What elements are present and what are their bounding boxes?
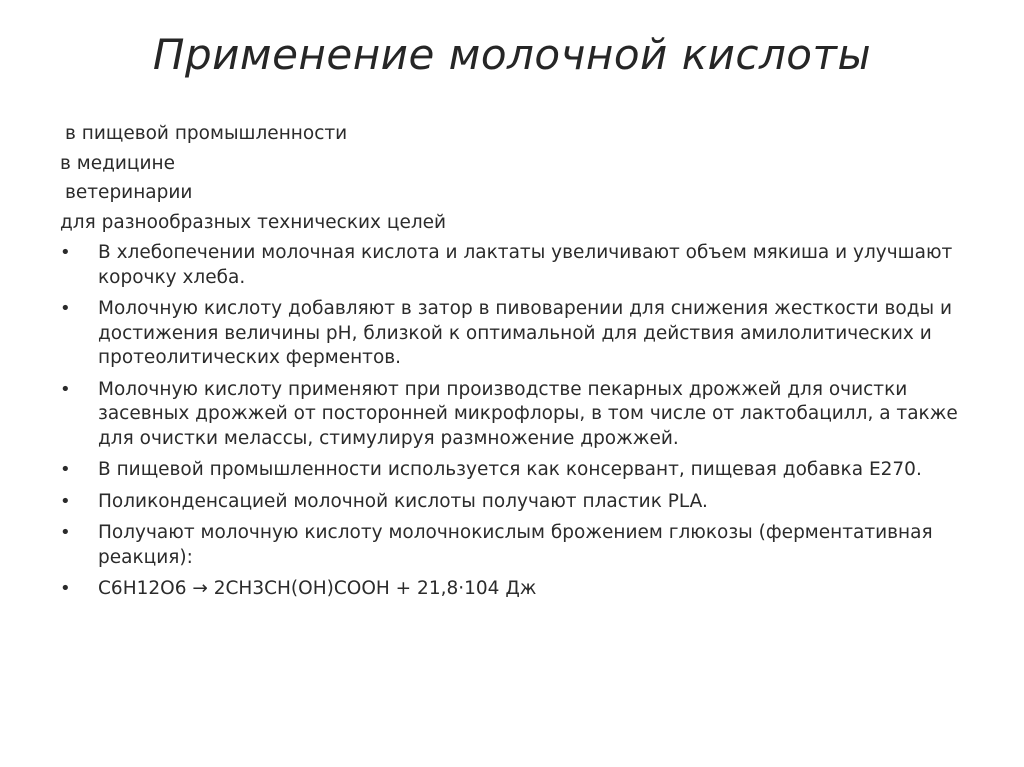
bullet-item bbox=[60, 521, 980, 570]
bullet-icon: • bbox=[60, 578, 71, 599]
bullet-icon: • bbox=[60, 298, 71, 319]
bullet-item bbox=[60, 241, 980, 290]
bullet-text: Поликонденсацией молочной кислоты получают пластик PLA. bbox=[98, 490, 708, 512]
bullet-text: С6Н12О6 → 2СН3СН(ОН)СООН + 21,8·104 Дж bbox=[98, 578, 537, 599]
bullet-text: Молочную кислоту добавляют в затор в пивоварении для снижения жесткости воды и достижения величины pH, близкой к оптимальной для действия амилолитических и протеолитических ферментов. bbox=[98, 298, 953, 368]
bullet-text: В пищевой промышленности используется как консервант, пищевая добавка Е270. bbox=[98, 459, 922, 480]
bullet-icon: • bbox=[60, 490, 71, 512]
bullet-item bbox=[60, 378, 980, 452]
intro-list bbox=[60, 119, 446, 237]
slide-title: Применение молочной кислоты bbox=[152, 30, 872, 79]
bullet-item bbox=[60, 577, 980, 602]
intro-line: для разнообразных технических целей bbox=[60, 211, 447, 233]
bullet-icon: • bbox=[60, 459, 71, 480]
bullet-text: Получают молочную кислоту молочнокислым брожением глюкозы (ферментативная реакция): bbox=[98, 522, 933, 568]
bullet-item bbox=[60, 297, 980, 371]
intro-line: ветеринарии bbox=[65, 182, 193, 203]
bullet-item bbox=[60, 458, 980, 483]
bullet-icon: • bbox=[60, 522, 71, 543]
intro-line: в медицине bbox=[60, 152, 176, 174]
bullet-item bbox=[60, 490, 980, 515]
bullet-icon: • bbox=[60, 242, 71, 263]
bullet-text: Молочную кислоту применяют при производстве пекарных дрожжей для очистки засевных дрожжей от посторонней микрофлоры, в том числе от лактобацилл, а также для очистки мелассы, стимулируя размножение дрожжей. bbox=[98, 378, 958, 449]
bullet-list bbox=[60, 241, 980, 609]
bullet-icon: • bbox=[60, 378, 71, 400]
intro-line: в пищевой промышленности bbox=[65, 123, 348, 144]
bullet-text: В хлебопечении молочная кислота и лактаты увеличивают объем мякиша и улучшают корочку хлеба. bbox=[98, 242, 953, 288]
